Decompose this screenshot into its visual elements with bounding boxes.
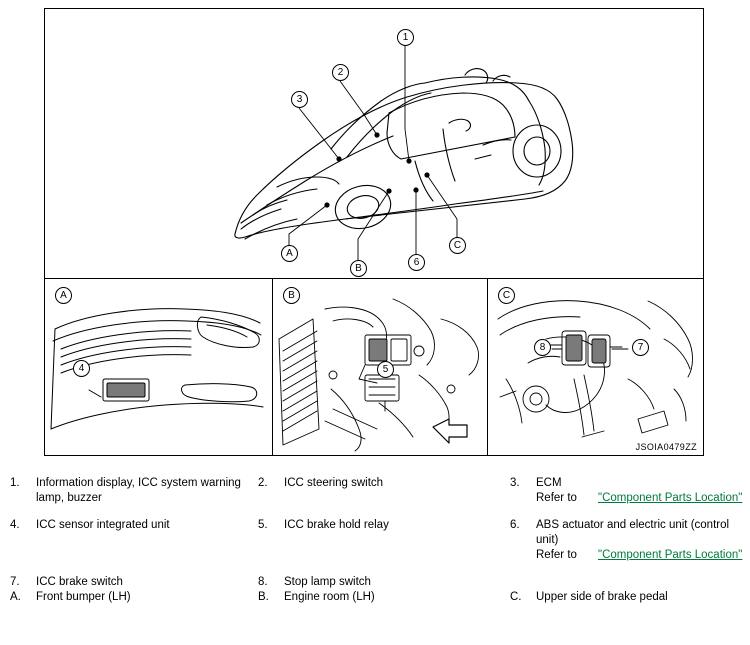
parts-row: [10, 518, 742, 563]
parts-item-label: ICC steering switch: [284, 477, 384, 489]
parts-item-number: 2.: [258, 477, 268, 489]
detail-panel-b: [273, 279, 488, 456]
detail-panel-c: [488, 279, 703, 456]
callout-7: 7: [632, 339, 649, 356]
component-parts-location-link[interactable]: "Component Parts Location": [598, 549, 743, 561]
parts-item-c: [510, 590, 742, 605]
parts-item-label: ICC sensor integrated unit: [36, 519, 170, 531]
parts-item-number: 8.: [258, 576, 268, 588]
parts-item-number: 1.: [10, 477, 20, 489]
parts-row: [10, 476, 742, 506]
parts-item-label: ICC brake switch: [36, 576, 123, 588]
callout-c: C: [449, 237, 466, 254]
parts-item-label: Information display, ICC system warning lamp, buzzer: [36, 477, 241, 504]
callout-2: 2: [332, 64, 349, 81]
parts-item-1: [10, 476, 258, 506]
parts-item-3: [510, 476, 742, 506]
parts-row: [10, 575, 742, 590]
callout-1: 1: [397, 29, 414, 46]
parts-item-number: 6.: [510, 519, 520, 531]
parts-item-empty: [510, 575, 742, 590]
figure-id-label: JSOIA0479ZZ: [635, 442, 697, 452]
parts-item-number: 3.: [510, 477, 520, 489]
figure-frame: [44, 8, 704, 456]
parts-item-label: Front bumper (LH): [36, 591, 131, 603]
callout-8: 8: [534, 339, 551, 356]
refer-to-label: Refer to: [536, 549, 577, 561]
refer-to-label: Refer to: [536, 492, 577, 504]
callout-a: A: [281, 245, 298, 262]
parts-item-a: [10, 590, 258, 605]
parts-item-number: B.: [258, 591, 269, 603]
callout-6: 6: [408, 254, 425, 271]
vehicle-drawing: [45, 9, 703, 279]
callout-4: 4: [73, 360, 90, 377]
parts-item-8: [258, 575, 510, 590]
parts-item-number: 5.: [258, 519, 268, 531]
parts-row-spacer: [10, 506, 742, 518]
parts-item-7: [10, 575, 258, 590]
detail-panel-a: [45, 279, 273, 456]
parts-item-number: 7.: [10, 576, 20, 588]
callout-b: B: [350, 260, 367, 277]
parts-item-5: [258, 518, 510, 563]
parts-item-2: [258, 476, 510, 506]
parts-item-label: ABS actuator and electric unit (control unit): [536, 519, 730, 546]
parts-item-4: [10, 518, 258, 563]
callout-5: 5: [377, 361, 394, 378]
component-parts-location-link[interactable]: "Component Parts Location": [598, 492, 743, 504]
panel-label-a: A: [55, 287, 72, 304]
parts-item-6: [510, 518, 742, 563]
parts-item-label: ICC brake hold relay: [284, 519, 389, 531]
parts-item-number: A.: [10, 591, 21, 603]
parts-item-label: Engine room (LH): [284, 591, 375, 603]
parts-item-number: 4.: [10, 519, 20, 531]
parts-item-number: [510, 575, 536, 590]
parts-item-number: C.: [510, 591, 522, 603]
parts-legend-list: [10, 476, 742, 605]
parts-item-b: [258, 590, 510, 605]
panel-label-b: B: [283, 287, 300, 304]
parts-item-label: Upper side of brake pedal: [536, 591, 668, 603]
vehicle-illustration-panel: [45, 9, 703, 279]
parts-row: [10, 590, 742, 605]
parts-item-label: Stop lamp switch: [284, 576, 371, 588]
panel-label-c: C: [498, 287, 515, 304]
callout-3: 3: [291, 91, 308, 108]
brake-pedal-drawing: [488, 279, 703, 456]
parts-item-label: ECM: [536, 477, 562, 489]
parts-item-label: [536, 575, 742, 590]
parts-row-spacer: [10, 563, 742, 575]
